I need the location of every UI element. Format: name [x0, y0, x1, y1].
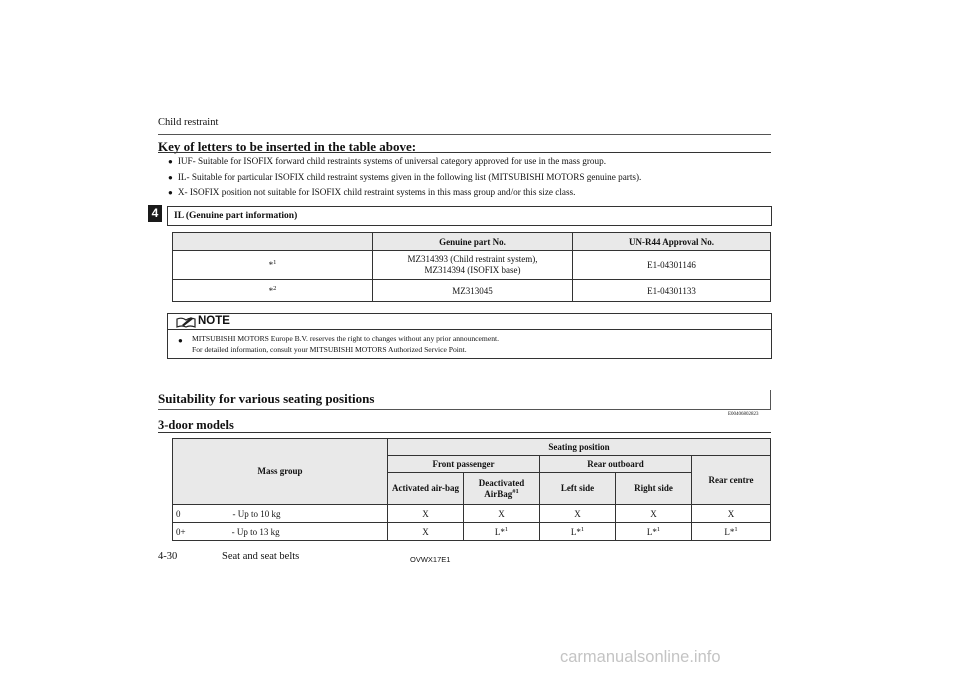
bullet-icon: ●	[168, 188, 173, 197]
rear-outboard-header: Rear outboard	[540, 456, 692, 473]
key-list	[168, 154, 768, 201]
note-text: MITSUBISHI MOTORS Europe B.V. reserves the right to changes without any prior announcement. For detailed information, consult your MITSUBISHI MOTORS Authorized Service Point.	[192, 334, 500, 354]
ref-cell: *$^2$	[173, 280, 373, 302]
footer-doc-code: OVWX17E1	[410, 555, 451, 564]
key-item	[168, 154, 768, 170]
activated-airbag-header: Activated air-bag	[388, 473, 464, 505]
key-heading: Key of letters to be inserted in the table above:	[158, 139, 417, 154]
suitability-heading: Suitability for various seating positions	[158, 391, 375, 406]
part-cell: MZ314393 (Child restraint system), MZ314394 (ISOFIX base)	[373, 251, 573, 280]
bullet-icon: ●	[168, 157, 173, 166]
mass-group-cell: 0 - Up to 10 kg	[173, 505, 388, 523]
seating-position-header: Seating position	[388, 439, 771, 456]
part-cell: MZ313045	[373, 280, 573, 302]
key-heading-underline	[158, 152, 771, 153]
rear-centre-cell: L*$^1$	[692, 523, 771, 541]
table-row	[173, 280, 771, 302]
note-box	[167, 313, 772, 359]
left-side-cell: X	[540, 505, 616, 523]
footer-section-title: Seat and seat belts	[222, 551, 300, 562]
heading-divider	[770, 390, 771, 410]
key-item-text: X- ISOFIX position not suitable for ISOFIX child restraint systems in this mass group and/or this size class.	[177, 187, 576, 197]
ref-cell: *$^1$	[173, 251, 373, 280]
note-label: NOTE	[198, 315, 230, 327]
watermark: carmanualsonline.info	[560, 648, 721, 666]
note-header	[168, 314, 771, 330]
key-item	[168, 185, 768, 201]
table-row	[173, 523, 771, 541]
mass-group-header: Mass group	[173, 439, 388, 505]
rear-centre-cell: X	[692, 505, 771, 523]
reference-code: E00406802823	[728, 412, 759, 417]
approval-cell: E1-04301133	[573, 280, 771, 302]
right-side-cell: L*$^1$	[616, 523, 692, 541]
bullet-icon: ●	[178, 336, 183, 345]
right-side-cell: X	[616, 505, 692, 523]
left-side-header: Left side	[540, 473, 616, 505]
deactivated-cell: L*$^1$	[464, 523, 540, 541]
table-header-row	[173, 439, 771, 456]
key-item-text: IL- Suitable for particular ISOFIX child restraint systems given in the following list (MITSUBISHI MOTORS genuine parts).	[177, 171, 642, 182]
key-item-text: IUF- Suitable for ISOFIX forward child restraints systems of universal category approved for use in the mass group.	[177, 156, 606, 166]
table-row	[173, 505, 771, 523]
activated-cell: X	[388, 505, 464, 523]
model-subheading: 3-door models	[158, 418, 234, 432]
left-side-cell: L*$^1$	[540, 523, 616, 541]
page-section-title: Child restraint	[158, 117, 219, 128]
deactivated-cell: X	[464, 505, 540, 523]
note-pen-icon	[176, 316, 196, 328]
deactivated-airbag-header: Deactivated AirBag$^{\#1}$	[464, 473, 540, 505]
key-item	[168, 170, 768, 186]
seating-position-table	[172, 438, 771, 541]
subheading-rule	[158, 432, 771, 433]
activated-cell: X	[388, 523, 464, 541]
chapter-tab: 4	[148, 205, 162, 222]
header-rule	[158, 134, 771, 135]
il-parts-table	[172, 232, 771, 302]
table-row	[173, 251, 771, 280]
footer-page-number: 4-30	[158, 551, 178, 562]
approval-cell: E1-04301146	[573, 251, 771, 280]
rear-centre-header: Rear centre	[692, 456, 771, 505]
right-side-header: Right side	[616, 473, 692, 505]
table-header-approval-no: UN-R44 Approval No.	[573, 233, 771, 251]
front-passenger-header: Front passenger	[388, 456, 540, 473]
table-header-part-no: Genuine part No.	[373, 233, 573, 251]
table-header-row	[173, 233, 771, 251]
bullet-icon: ●	[168, 172, 173, 182]
mass-group-cell: 0+ - Up to 13 kg	[173, 523, 388, 541]
il-table-title: IL (Genuine part information)	[167, 206, 772, 226]
suitability-rule	[158, 409, 771, 410]
table-header-blank	[173, 233, 373, 251]
